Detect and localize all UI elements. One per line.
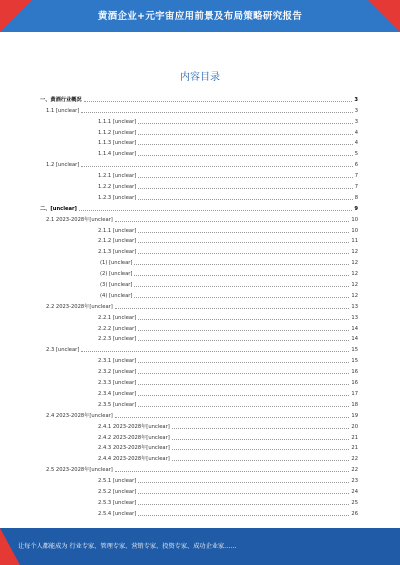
toc-leader-dots	[138, 319, 349, 320]
toc-entry[interactable]	[40, 114, 358, 125]
toc-entry-page: 15	[351, 358, 358, 365]
footer-accent	[0, 528, 20, 565]
toc-leader-dots	[138, 406, 349, 407]
toc-entry-text: 2.2.3 [unclear]	[98, 336, 137, 343]
toc-entry[interactable]	[40, 212, 358, 223]
toc-entry-text: 2.4.1 2023-2028年[unclear]	[98, 423, 170, 430]
toc-entry-page: 7	[354, 173, 358, 180]
toc-leader-dots	[172, 428, 350, 429]
toc-leader-dots	[138, 144, 352, 145]
toc-entry-text: 一、黄酒行业概况	[40, 96, 82, 103]
toc-leader-dots	[172, 460, 350, 461]
toc-entry-text: 2.4.4 2023-2028年[unclear]	[98, 456, 170, 463]
toc-entry-page: 18	[351, 401, 358, 408]
toc-entry-page: 3	[354, 107, 358, 114]
toc-leader-dots	[138, 330, 349, 331]
toc-entry-text: 2.4.3 2023-2028年[unclear]	[98, 445, 170, 452]
toc-leader-dots	[134, 297, 349, 298]
toc-leader-dots	[138, 123, 352, 124]
toc-leader-dots	[138, 515, 349, 516]
toc-entry-page: 16	[351, 380, 358, 387]
table-of-contents	[40, 92, 358, 517]
toc-title: 内容目录	[180, 72, 220, 83]
toc-entry[interactable]	[40, 408, 358, 419]
toc-entry-text: 2.1.3 [unclear]	[98, 249, 137, 256]
toc-entry-text: 1.2.2 [unclear]	[98, 184, 137, 191]
toc-entry-text: (2) [unclear]	[100, 271, 133, 278]
toc-entry-page: 17	[351, 390, 358, 397]
toc-leader-dots	[138, 373, 349, 374]
toc-entry-text: 2.5.1 [unclear]	[98, 478, 137, 485]
toc-entry-page: 7	[354, 184, 358, 191]
toc-entry-page: 23	[351, 478, 358, 485]
toc-entry[interactable]	[40, 419, 358, 430]
toc-entry-page: 10	[351, 216, 358, 223]
toc-leader-dots	[115, 471, 350, 472]
toc-entry-page: 10	[351, 227, 358, 234]
toc-entry-text: 2.1.2 [unclear]	[98, 238, 137, 245]
toc-entry[interactable]	[40, 506, 358, 517]
toc-entry-text: 2.4 2023-2028年[unclear]	[46, 412, 113, 419]
toc-entry[interactable]	[40, 277, 358, 288]
toc-entry-text: 2.1 2023-2028年[unclear]	[46, 216, 113, 223]
toc-entry-text: 1.2 [unclear]	[46, 162, 80, 169]
toc-entry-page: 4	[354, 129, 358, 136]
toc-leader-dots	[138, 177, 352, 178]
toc-entry-page: 3	[354, 118, 358, 125]
toc-entry-text: 1.1.3 [unclear]	[98, 140, 137, 147]
toc-entry[interactable]	[40, 473, 358, 484]
toc-entry[interactable]	[40, 146, 358, 157]
toc-entry[interactable]	[40, 495, 358, 506]
toc-leader-dots	[138, 395, 349, 396]
toc-entry-text: 2.2.2 [unclear]	[98, 325, 137, 332]
toc-entry-page: 15	[351, 347, 358, 354]
toc-entry-page: 21	[351, 445, 358, 452]
toc-entry-text: 2.1.1 [unclear]	[98, 227, 137, 234]
toc-entry-text: 2.3.5 [unclear]	[98, 401, 137, 408]
toc-leader-dots	[115, 308, 350, 309]
toc-entry-text: 2.5 2023-2028年[unclear]	[46, 467, 113, 474]
toc-entry[interactable]	[40, 299, 358, 310]
toc-leader-dots	[138, 362, 349, 363]
toc-entry-text: (1) [unclear]	[100, 260, 133, 267]
toc-leader-dots	[138, 155, 352, 156]
toc-entry[interactable]	[40, 310, 358, 321]
toc-leader-dots	[138, 384, 349, 385]
toc-leader-dots	[134, 264, 349, 265]
toc-entry[interactable]	[40, 462, 358, 473]
toc-entry-page: 24	[351, 488, 358, 495]
toc-entry-text: 1.2.1 [unclear]	[98, 173, 137, 180]
toc-leader-dots	[172, 449, 350, 450]
toc-entry[interactable]	[40, 223, 358, 234]
toc-entry[interactable]	[40, 451, 358, 462]
toc-entry-page: 12	[351, 292, 358, 299]
toc-leader-dots	[138, 340, 349, 341]
toc-entry[interactable]	[40, 234, 358, 245]
toc-entry-text: 1.1 [unclear]	[46, 107, 80, 114]
toc-entry[interactable]	[40, 125, 358, 136]
toc-leader-dots	[115, 417, 350, 418]
toc-leader-dots	[134, 286, 349, 287]
toc-entry[interactable]	[40, 353, 358, 364]
toc-leader-dots	[138, 199, 352, 200]
toc-entry[interactable]	[40, 430, 358, 441]
toc-entry-page: 14	[351, 336, 358, 343]
toc-leader-dots	[172, 439, 350, 440]
toc-entry[interactable]	[40, 342, 358, 353]
toc-leader-dots	[134, 275, 349, 276]
toc-entry-page: 20	[351, 423, 358, 430]
toc-leader-dots	[81, 351, 349, 352]
toc-entry[interactable]	[40, 92, 358, 103]
toc-entry-page: 9	[354, 205, 358, 212]
toc-entry-text: 2.4.2 2023-2028年[unclear]	[98, 434, 170, 441]
toc-leader-dots	[138, 493, 349, 494]
toc-entry[interactable]	[40, 332, 358, 343]
toc-entry-page: 12	[351, 282, 358, 289]
toc-leader-dots	[138, 504, 349, 505]
toc-entry-page: 13	[351, 314, 358, 321]
toc-entry-text: 1.1.2 [unclear]	[98, 129, 137, 136]
toc-leader-dots	[81, 166, 352, 167]
toc-entry-page: 3	[354, 96, 358, 103]
toc-entry-page: 25	[351, 499, 358, 506]
toc-entry[interactable]	[40, 244, 358, 255]
toc-entry-page: 22	[351, 456, 358, 463]
toc-entry-page: 14	[351, 325, 358, 332]
toc-entry[interactable]	[40, 397, 358, 408]
toc-leader-dots	[115, 221, 350, 222]
toc-entry[interactable]	[40, 136, 358, 147]
toc-entry[interactable]	[40, 179, 358, 190]
toc-entry-page: 21	[351, 434, 358, 441]
toc-entry[interactable]	[40, 484, 358, 495]
toc-leader-dots	[138, 134, 352, 135]
toc-entry-text: 2.2 2023-2028年[unclear]	[46, 303, 113, 310]
toc-entry-text: 1.1.1 [unclear]	[98, 118, 137, 125]
toc-entry-page: 8	[354, 194, 358, 201]
toc-leader-dots	[138, 482, 349, 483]
toc-entry-text: 2.3 [unclear]	[46, 347, 80, 354]
toc-entry-page: 12	[351, 260, 358, 267]
toc-entry[interactable]	[40, 168, 358, 179]
toc-entry-text: (4) [unclear]	[100, 292, 133, 299]
toc-entry-text: 1.1.4 [unclear]	[98, 151, 137, 158]
toc-leader-dots	[138, 242, 349, 243]
toc-entry-text: 2.5.3 [unclear]	[98, 499, 137, 506]
toc-entry[interactable]	[40, 255, 358, 266]
toc-entry-page: 16	[351, 369, 358, 376]
toc-entry-page: 22	[351, 467, 358, 474]
toc-entry[interactable]	[40, 321, 358, 332]
toc-entry[interactable]	[40, 364, 358, 375]
toc-leader-dots	[81, 112, 352, 113]
toc-entry-page: 4	[354, 140, 358, 147]
report-title: 黄酒企业+元宇宙应用前景及布局策略研究报告	[97, 11, 303, 22]
toc-entry-text: 1.2.3 [unclear]	[98, 194, 137, 201]
toc-entry[interactable]	[40, 201, 358, 212]
toc-entry-page: 11	[351, 238, 358, 245]
toc-entry[interactable]	[40, 266, 358, 277]
toc-entry-page: 5	[354, 151, 358, 158]
toc-leader-dots	[138, 253, 349, 254]
toc-entry-text: 2.5.4 [unclear]	[98, 510, 137, 517]
toc-entry-page: 19	[351, 412, 358, 419]
toc-entry-page: 6	[354, 162, 358, 169]
toc-leader-dots	[138, 232, 349, 233]
toc-entry[interactable]	[40, 375, 358, 386]
toc-entry-page: 12	[351, 271, 358, 278]
toc-entry-text: 2.3.2 [unclear]	[98, 369, 137, 376]
toc-entry-text: (3) [unclear]	[100, 282, 133, 289]
toc-entry[interactable]	[40, 190, 358, 201]
toc-entry-page: 12	[351, 249, 358, 256]
toc-entry-page: 26	[351, 510, 358, 517]
footer-slogan: 让每个人都能成为 行业专家、管理专家、营销专家、投资专家、成功企业家……	[18, 543, 237, 550]
toc-entry-text: 2.5.2 [unclear]	[98, 488, 137, 495]
toc-entry-page: 13	[351, 303, 358, 310]
toc-entry-text: 2.3.3 [unclear]	[98, 380, 137, 387]
toc-entry-text: 2.3.1 [unclear]	[98, 358, 137, 365]
toc-entry-text: 二、[unclear]	[40, 205, 77, 212]
toc-entry[interactable]	[40, 288, 358, 299]
toc-leader-dots	[138, 188, 352, 189]
toc-entry[interactable]	[40, 103, 358, 114]
toc-entry[interactable]	[40, 386, 358, 397]
toc-leader-dots	[84, 101, 353, 102]
toc-entry[interactable]	[40, 157, 358, 168]
toc-entry[interactable]	[40, 441, 358, 452]
toc-entry-text: 2.2.1 [unclear]	[98, 314, 137, 321]
toc-entry-text: 2.3.4 [unclear]	[98, 390, 137, 397]
toc-leader-dots	[79, 210, 352, 211]
